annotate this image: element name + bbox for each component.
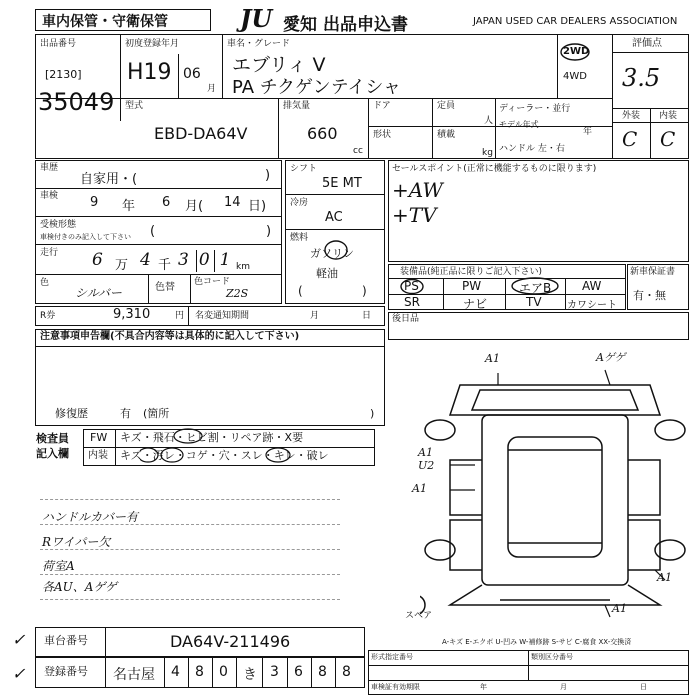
fuel-diesel: 軽油: [316, 267, 338, 280]
color-value: シルバー: [75, 286, 122, 300]
car-grade: PA チクゲンテイシャ: [232, 77, 402, 98]
damage-legend: A-キズ E-エクボ U-凹み W-補修跡 S-サビ C-腐食 XX-交換済: [442, 638, 632, 646]
recycle-value: 9,310: [113, 307, 151, 322]
handle-label: ハンドル 左・右: [499, 144, 565, 154]
capacity-unit: 人: [484, 116, 494, 126]
interior-value: C: [660, 127, 676, 151]
cert-label: 車検証有効期限: [371, 683, 420, 691]
inspector-entry-label: 記入欄: [36, 447, 69, 460]
equipment-item-ps: PS: [404, 279, 419, 293]
diagram-mark-6: A1: [657, 571, 672, 584]
cert-year: 年: [480, 683, 487, 691]
displacement-value: 660: [307, 124, 338, 143]
diagram-mark-5: A1: [412, 482, 427, 495]
mileage-unit: km: [236, 262, 250, 272]
history-value: 自家用・(: [80, 172, 138, 187]
equipment-item-aw: AW: [582, 279, 602, 293]
approval-close: ): [266, 224, 272, 239]
sales-point-1: +AW: [392, 178, 443, 202]
handwritten-note-4: 各AU、Aゲゲ: [42, 580, 117, 594]
notice-month: 月: [310, 311, 320, 321]
check-mark-1: ✓: [12, 630, 26, 649]
fuel-label: 燃料: [290, 233, 309, 243]
model-label: 型式: [125, 101, 144, 111]
warranty-value: 有・無: [633, 289, 666, 302]
recycle-label: R券: [40, 311, 56, 321]
notice-label: 名変通知期間: [195, 311, 250, 321]
shaken-day-unit: 日): [248, 199, 267, 214]
int-label: 内装: [88, 450, 108, 461]
chassis-label: 車台番号: [44, 634, 88, 647]
equipment-ps-circle: [399, 278, 425, 295]
plate-area: 名古屋: [113, 667, 155, 683]
plate-digit-1: 4: [171, 664, 180, 680]
plate-digit-2: 8: [195, 664, 204, 680]
fuel-close: ): [362, 284, 367, 298]
equipment-item-airbag: エアB: [519, 281, 552, 295]
int-items: キズ・汚レ・コゲ・穴・スレ・キレ・破レ: [120, 449, 329, 462]
shaken-year: 9: [90, 195, 99, 210]
shaken-day: 14: [224, 195, 241, 210]
repair-close: ): [370, 407, 375, 420]
ac-value: AC: [325, 210, 343, 225]
fw-label: FW: [90, 431, 108, 444]
registration-month: 06: [183, 66, 201, 82]
equipment-item-sr: SR: [404, 295, 420, 309]
plate-digit-6: 6: [294, 664, 303, 680]
approval-label: 受検形態: [40, 220, 77, 230]
plate-digit-8: 8: [342, 664, 351, 680]
repair-part: (箇所: [143, 407, 170, 420]
chassis-value: DA64V-211496: [170, 632, 291, 651]
color-code-label: 色コード: [194, 277, 231, 287]
color-code-value: Z2S: [226, 287, 249, 300]
shift-label: シフト: [290, 164, 318, 174]
shaken-year-unit: 年: [122, 199, 136, 214]
mileage-sen: 4: [140, 250, 151, 270]
car-name-label: 車名・グレード: [227, 39, 291, 49]
registration-era-year: H19: [127, 60, 172, 85]
diagram-mark-7: A1: [612, 602, 627, 615]
lot-label: 出品番号: [40, 39, 77, 49]
drive-2wd: 2WD: [563, 46, 590, 57]
plate-digit-3: 0: [219, 664, 228, 680]
equipment-item-seat: カワシート: [567, 300, 617, 311]
handwritten-note-3: 荷室A: [42, 559, 75, 573]
registration-label: 初度登録年月: [125, 39, 180, 49]
model-year-unit: 年: [583, 127, 593, 137]
color-label: 色: [40, 278, 50, 288]
car-name: エブリィ V: [232, 54, 326, 76]
shaken-month-unit: 月(: [185, 199, 204, 214]
inspector-label: 検査員: [36, 432, 69, 445]
displacement-unit: cc: [353, 146, 363, 156]
drive-4wd: 4WD: [563, 71, 587, 82]
fuel-gasoline: ガソリン: [310, 247, 354, 260]
diagram-mark-4: U2: [418, 459, 435, 472]
equipment-item-tv: TV: [526, 295, 542, 309]
dealer-label: ディーラー・並行: [499, 104, 571, 114]
repair-value: 有: [120, 407, 131, 420]
diagram-mark-2: Aゲゲ: [596, 351, 626, 364]
mileage-rest: 301: [178, 250, 241, 270]
registration-month-unit: 月: [207, 84, 217, 94]
spare-label: スペア: [405, 611, 433, 621]
displacement-label: 排気量: [283, 101, 311, 111]
shape-label: 形状: [373, 130, 392, 140]
check-mark-2: ✓: [12, 664, 26, 683]
category-label: 類別区分番号: [531, 653, 573, 661]
capacity-label: 定員: [437, 101, 456, 111]
shaken-label: 車検: [40, 191, 59, 201]
later-docs-label: 後日品: [392, 314, 420, 324]
diagram-mark-3: A1: [418, 446, 433, 459]
history-close: ): [265, 168, 271, 183]
equipment-label: 装備品(純正品に限りご記入下さい): [400, 267, 543, 277]
plate-digit-7: 8: [318, 664, 327, 680]
sales-points-label: セールスポイント(正常に機能するものに限ります): [392, 164, 597, 174]
plate-digit-4: き: [243, 667, 257, 683]
equipment-item-navi: ナビ: [463, 297, 488, 311]
mileage-label: 走行: [40, 248, 59, 258]
load-label: 積載: [437, 130, 456, 140]
handwritten-note-2: Rワイパー欠: [42, 535, 111, 549]
sales-point-2: +TV: [392, 203, 437, 227]
model-value: EBD-DA64V: [154, 124, 248, 143]
equipment-airbag-circle: [510, 276, 560, 296]
shift-value: 5E MT: [322, 176, 362, 191]
recycle-unit: 円: [175, 311, 185, 321]
drive-circle: [559, 42, 591, 62]
model-spec-label: 形式指定番号: [371, 653, 413, 661]
later-docs-block: [388, 312, 689, 340]
lot-number: 35049: [38, 88, 115, 116]
fuel-circle: [323, 239, 349, 261]
model-year-label: モデル年式: [499, 120, 539, 129]
load-unit: kg: [482, 148, 493, 158]
approval-note: 車検付きのみ記入して下さい: [40, 233, 131, 241]
shaken-month: 6: [162, 195, 171, 210]
car-damage-diagram: [420, 355, 690, 625]
association-name: JAPAN USED CAR DEALERS ASSOCIATION: [473, 16, 678, 27]
handwritten-note-1: ハンドルカバー有: [42, 510, 139, 524]
lot-sub-number: [2130]: [45, 68, 82, 81]
mileage-man-unit: 万: [115, 258, 129, 273]
cert-month: 月: [560, 683, 567, 691]
inspector-marks: [140, 427, 300, 469]
ac-label: 冷房: [290, 198, 309, 208]
fuel-open: (: [298, 284, 303, 298]
diagram-mark-1: A1: [485, 352, 500, 365]
repair-label: 修復歴: [55, 407, 88, 420]
exterior-label: 外装: [622, 111, 641, 121]
notes-label: 注意事項申告欄(不具合内容等は具体的に記入して下さい): [40, 331, 300, 342]
history-label: 車歴: [40, 163, 59, 173]
exterior-value: C: [622, 127, 638, 151]
doors-label: ドア: [373, 101, 391, 111]
equipment-item-pw: PW: [462, 279, 482, 293]
grade-score-label: 評価点: [632, 38, 662, 49]
color-change-label: 色替: [155, 282, 175, 293]
warranty-label: 新車保証書: [630, 267, 676, 277]
storage-label: 車内保管・守衛保管: [42, 14, 168, 30]
interior-label: 内装: [659, 111, 678, 121]
plate-digit-5: 3: [270, 664, 279, 680]
grade-score-value: 3.5: [622, 64, 661, 92]
mileage-man: 6: [92, 250, 103, 270]
fw-items: キズ・飛石・ヒビ割・リペア跡・X要: [120, 431, 304, 444]
logo-mark: JU: [240, 4, 273, 33]
form-title: 出品申込書: [323, 15, 408, 35]
logo-text: 愛知: [283, 15, 317, 35]
cert-day: 日: [640, 683, 647, 691]
plate-label: 登録番号: [44, 665, 88, 678]
mileage-sen-unit: 千: [158, 258, 172, 273]
notice-day: 日: [362, 311, 372, 321]
approval-open: (: [150, 224, 156, 239]
